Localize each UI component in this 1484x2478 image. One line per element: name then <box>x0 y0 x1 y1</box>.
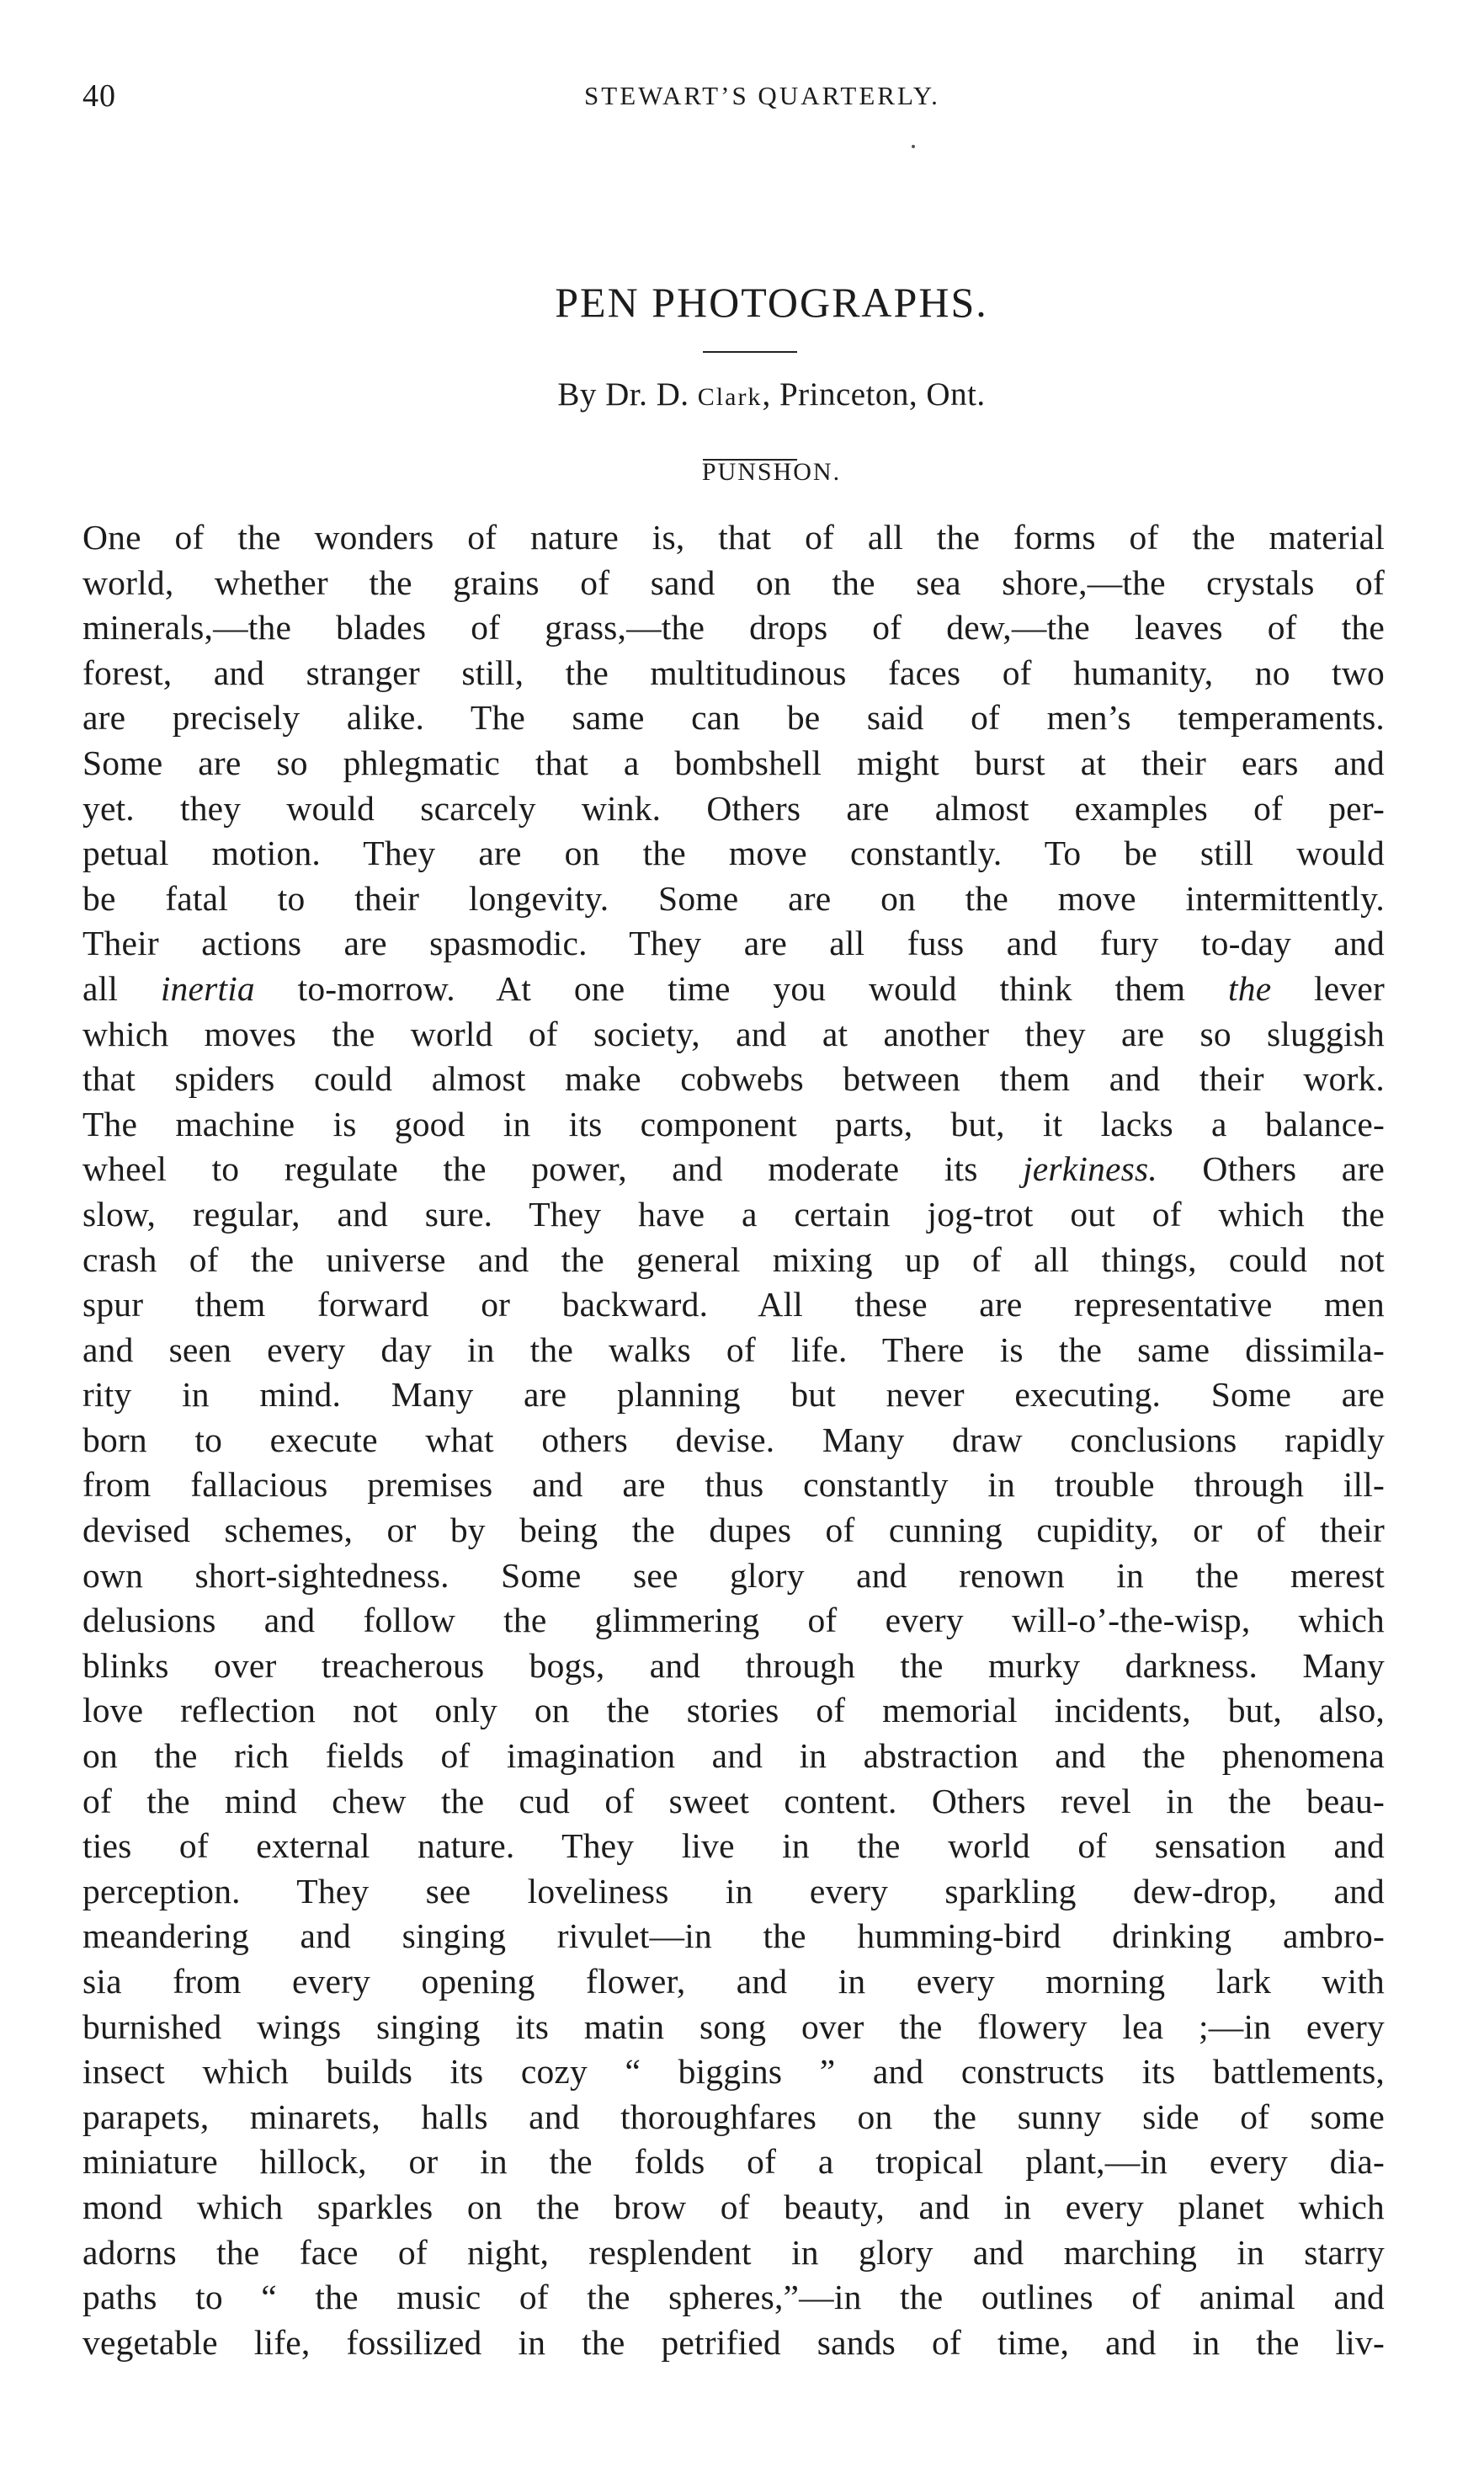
journal-title: STEWART’S QUARTERLY. <box>584 81 940 110</box>
section-heading: PUNSHON. <box>701 458 842 486</box>
running-head <box>82 77 1383 128</box>
author-surname: Clark <box>697 383 763 411</box>
text-line: spur them forward or backward. All these are representative men <box>82 1285 1385 1324</box>
text-line: born to execute what others devise. Many draw conclusions rapidly <box>82 1420 1385 1459</box>
italic-run: the <box>1228 968 1272 1008</box>
text-line: yet. they would scarcely wink. Others are almost examples of per- <box>82 788 1385 828</box>
text-line: burnished wings singing its matin song over the flowery lea ;—in every <box>82 2006 1385 2046</box>
text-line: Their actions are spasmodic. They are all fuss and fury to-day and <box>82 924 1385 963</box>
byline-prefix: By Dr. D. <box>557 376 689 413</box>
text-line: on the rich fields of imagination and in abstraction and the phenomena <box>82 1736 1385 1776</box>
page-number: 40 <box>82 78 116 114</box>
text-line: minerals,—the blades of grass,—the drops of dew,—the leaves of the <box>82 608 1385 647</box>
text-line: insect which builds its cozy “ biggins ” and constructs its battlements, <box>82 2052 1385 2092</box>
italic-run: inertia <box>160 968 255 1008</box>
text-line: Some are so phlegmatic that a bombshell might burst at their ears and <box>82 743 1385 782</box>
text-line: sia from every opening flower, and in every morning lark with <box>82 1962 1385 2001</box>
text-line <box>82 1147 1385 1192</box>
text-line <box>82 967 1385 1012</box>
text-line: and seen every day in the walks of life. There is the same dissimila- <box>82 1330 1385 1369</box>
text-line: vegetable life, fossilized in the petrified sands of time, and in the liv- <box>82 2322 1385 2362</box>
text-line: petual motion. They are on the move constantly. To be still would <box>82 834 1385 873</box>
text-line: own short-sightedness. Some see glory and renown in the merest <box>82 1555 1385 1595</box>
text-line: miniature hillock, or in the folds of a tropical plant,—in every dia- <box>82 2142 1385 2182</box>
text-line: world, whether the grains of sand on the sea shore,—the crystals of <box>82 562 1385 602</box>
text-line: rity in mind. Many are planning but never executing. Some are <box>82 1375 1385 1415</box>
text-line: crash of the universe and the general mixing up of all things, could not <box>82 1239 1385 1279</box>
text-run: lever <box>1271 968 1385 1008</box>
text-line: which moves the world of society, and at another they are so sluggish <box>82 1014 1385 1053</box>
italic-run: jerkiness. <box>1023 1149 1157 1189</box>
byline-location: , Princeton, Ont. <box>762 376 986 413</box>
text-line: One of the wonders of nature is, that of all the forms of the material <box>82 518 1385 557</box>
text-line: delusions and follow the glimmering of every will-o’-the-wisp, which <box>82 1601 1385 1640</box>
text-line: perception. They see loveliness in every sparkling dew-drop, and <box>82 1871 1385 1910</box>
text-line: paths to “ the music of the spheres,”—in the outlines of animal and <box>82 2278 1385 2317</box>
text-line: The machine is good in its component parts, but, it lacks a balance- <box>82 1104 1385 1143</box>
byline <box>0 376 1484 413</box>
text-line: of the mind chew the cud of sweet content. Others revel in the beau- <box>82 1781 1385 1820</box>
text-line: parapets, minarets, halls and thoroughfares on the sunny side of some <box>82 2097 1385 2136</box>
text-run: Others are <box>1157 1149 1385 1189</box>
text-run: to-morrow. At one time you would think them <box>254 968 1229 1008</box>
text-line: blinks over treacherous bogs, and through the murky darkness. Many <box>82 1645 1385 1685</box>
body-text <box>82 515 1385 2365</box>
text-run: all <box>82 968 161 1008</box>
text-line: meandering and singing rivulet—in the humming-bird drinking ambro- <box>82 1916 1385 1956</box>
title-rule <box>703 351 797 353</box>
text-line: ties of external nature. They live in the world of sensation and <box>82 1826 1385 1866</box>
text-line: that spiders could almost make cobwebs between them and their work. <box>82 1059 1385 1099</box>
article-title: PEN PHOTOGRAPHS. <box>555 279 988 326</box>
text-line: slow, regular, and sure. They have a certain jog-trot out of which the <box>82 1194 1385 1234</box>
text-line: adorns the face of night, resplendent in glory and marching in starry <box>82 2232 1385 2272</box>
text-line: love reflection not only on the stories of memorial incidents, but, also, <box>82 1691 1385 1730</box>
text-line: mond which sparkles on the brow of beauty, and in every planet which <box>82 2187 1385 2226</box>
text-line: from fallacious premises and are thus constantly in trouble through ill- <box>82 1465 1385 1505</box>
text-line: are precisely alike. The same can be said of men’s temperaments. <box>82 698 1385 738</box>
text-line: be fatal to their longevity. Some are on the move intermittently. <box>82 878 1385 918</box>
text-line: devised schemes, or by being the dupes of cunning cupidity, or of their <box>82 1511 1385 1550</box>
text-run: wheel to regulate the power, and moderate its <box>82 1149 1024 1189</box>
text-line: forest, and stranger still, the multitudinous faces of humanity, no two <box>82 653 1385 692</box>
print-speck <box>912 145 915 148</box>
